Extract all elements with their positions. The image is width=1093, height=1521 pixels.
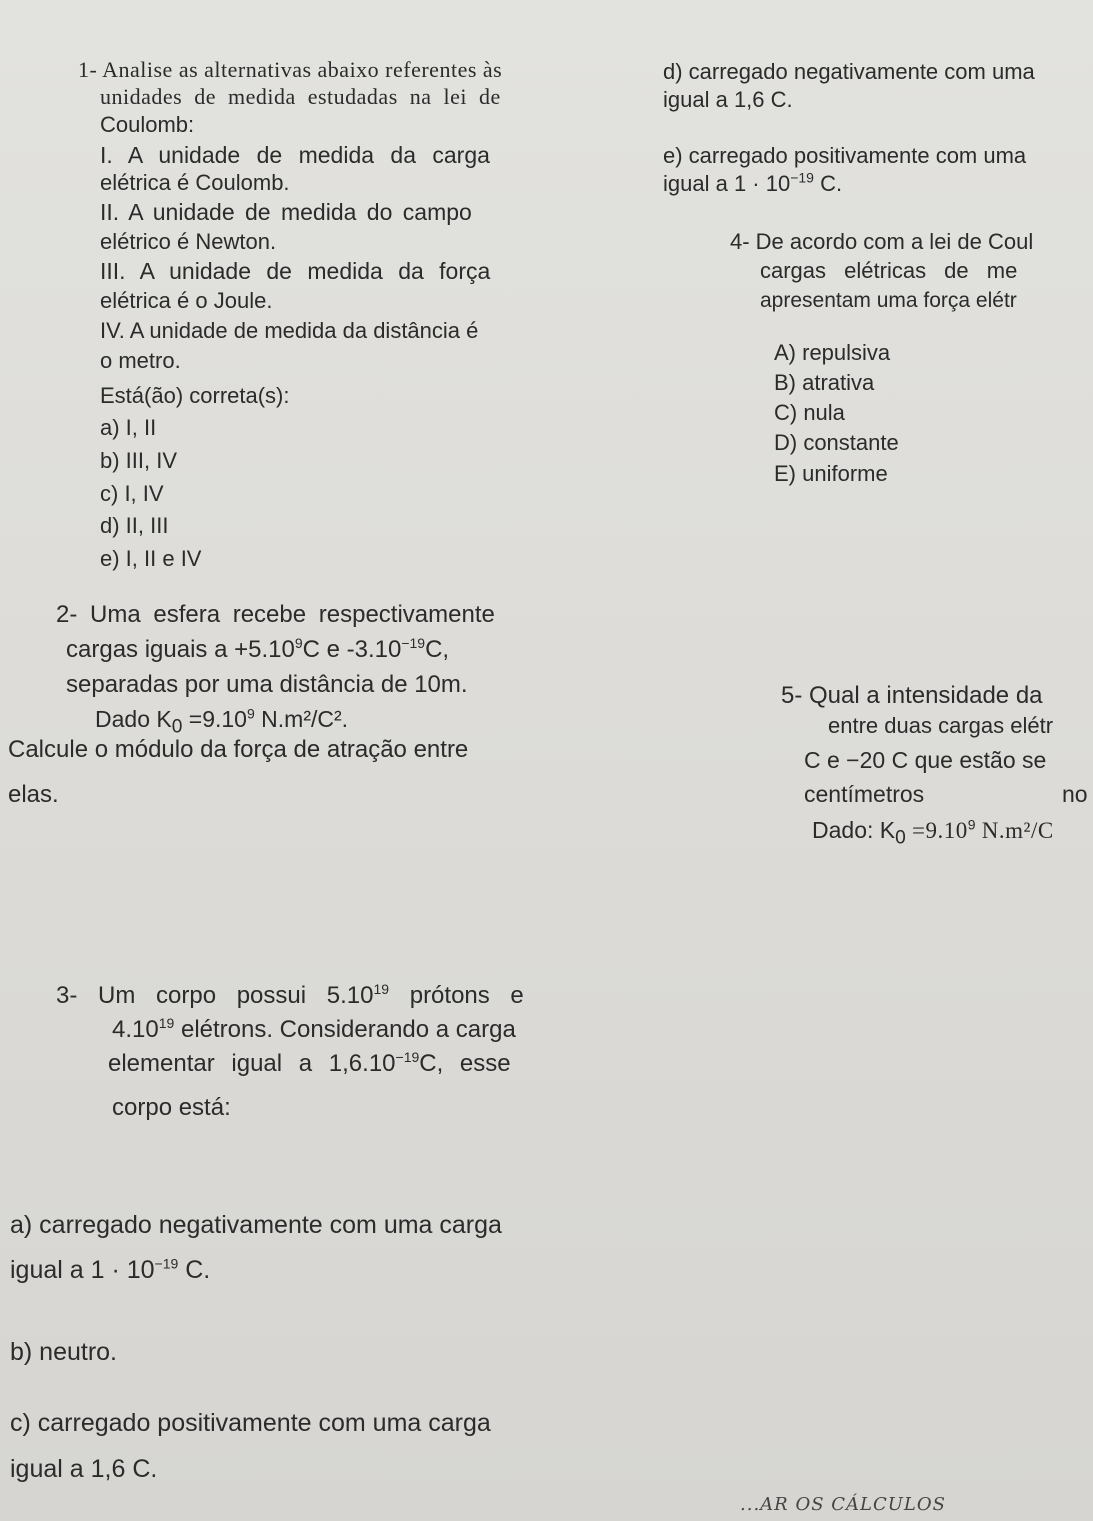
q1-option-c: c) I, IV bbox=[100, 481, 164, 506]
q4-option-b: B) atrativa bbox=[774, 370, 875, 395]
q3-option-c-line2: igual a 1,6 C. bbox=[10, 1455, 158, 1483]
q1-statement-4a: IV. A unidade de medida da distância é bbox=[100, 318, 479, 343]
q3-option-e-line2: igual a $1 \cdot 10^{-19}$ C. bbox=[663, 169, 843, 196]
handwritten-note: ...AR OS CÁLCULOS bbox=[740, 1494, 946, 1515]
q1-option-e: e) I, II e IV bbox=[100, 546, 202, 571]
q5-line3: C e −20 C que estão se bbox=[804, 747, 1047, 773]
q2-line5: Calcule o módulo da força de atração entre bbox=[8, 736, 469, 763]
q1-statement-2a: II. A unidade de medida do campo bbox=[100, 199, 472, 225]
q3-option-d-line1: d) carregado negativamente com uma bbox=[663, 59, 1035, 84]
q3-line4: corpo está: bbox=[112, 1094, 231, 1121]
q3-line1: 3- Um corpo possui 5.10$^{19}$ prótons e bbox=[56, 981, 524, 1009]
q3-option-d-line2: igual a 1,6 C. bbox=[663, 87, 793, 112]
q5-line5: Dado: $K_0 =9.10^9$ N.m²/C bbox=[812, 816, 1054, 849]
q1-statement-3b: elétrica é o Joule. bbox=[100, 288, 273, 313]
q3-option-a-line2: igual a $1 \cdot 10^{-19}$ C. bbox=[10, 1255, 211, 1284]
q5-line1: 5- Qual a intensidade da bbox=[781, 682, 1043, 709]
q1-statement-4b: o metro. bbox=[100, 348, 181, 373]
q4-option-d: D) constante bbox=[774, 430, 899, 455]
q5-line4a: centímetros bbox=[804, 781, 925, 807]
q4-option-e: E) uniforme bbox=[774, 461, 888, 486]
q2-line4: Dado $K_0 =9.10^9$ N.m²/C². bbox=[95, 705, 349, 738]
q4-option-c: C) nula bbox=[774, 400, 845, 425]
q3-line3: elementar igual a $1,6.10^{-19}C$, esse bbox=[108, 1049, 511, 1077]
q1-intro-line2: unidades de medida estudadas na lei de bbox=[100, 84, 501, 109]
q1-option-d: d) II, III bbox=[100, 513, 169, 538]
q1-statement-1b: elétrica é Coulomb. bbox=[100, 170, 290, 195]
q5-line4b: no bbox=[1062, 781, 1088, 807]
q5-line2: entre duas cargas elétr bbox=[828, 713, 1054, 738]
q3-line2: 4.10$^{19}$ elétrons. Considerando a carga bbox=[112, 1015, 516, 1043]
q2-line1: 2- Uma esfera recebe respectivamente bbox=[56, 601, 495, 628]
q4-option-a: A) repulsiva bbox=[774, 340, 891, 365]
q2-line6: elas. bbox=[8, 781, 59, 808]
q4-line1: 4- De acordo com a lei de Coul bbox=[730, 229, 1034, 254]
q1-statement-1a: I. A unidade de medida da carga bbox=[100, 142, 490, 168]
q1-intro-line1: 1- Analise as alternativas abaixo referentes às bbox=[78, 57, 503, 82]
q1-intro-line3: Coulomb: bbox=[100, 112, 195, 137]
q4-line3: apresentam uma força elétr bbox=[760, 289, 1017, 312]
q2-line2: cargas iguais $a +5.10^9C$ e $-3.10^{-19}C$, bbox=[66, 635, 450, 663]
q4-line2: cargas elétricas de me bbox=[760, 258, 1018, 283]
q1-statement-3a: III. A unidade de medida da força bbox=[100, 258, 491, 284]
q1-option-b: b) III, IV bbox=[100, 448, 178, 473]
q1-statement-2b: elétrico é Newton. bbox=[100, 229, 277, 254]
q3-option-a-line1: a) carregado negativamente com uma carga bbox=[10, 1211, 502, 1239]
q3-option-b: b) neutro. bbox=[10, 1338, 118, 1366]
q2-line3: separadas por uma distância de 10m. bbox=[66, 671, 468, 698]
q1-option-a: a) I, II bbox=[100, 415, 157, 440]
q3-option-c-line1: c) carregado positivamente com uma carga bbox=[10, 1409, 491, 1437]
q3-option-e-line1: e) carregado positivamente com uma bbox=[663, 143, 1027, 168]
q1-question: Está(ão) correta(s): bbox=[100, 383, 290, 408]
